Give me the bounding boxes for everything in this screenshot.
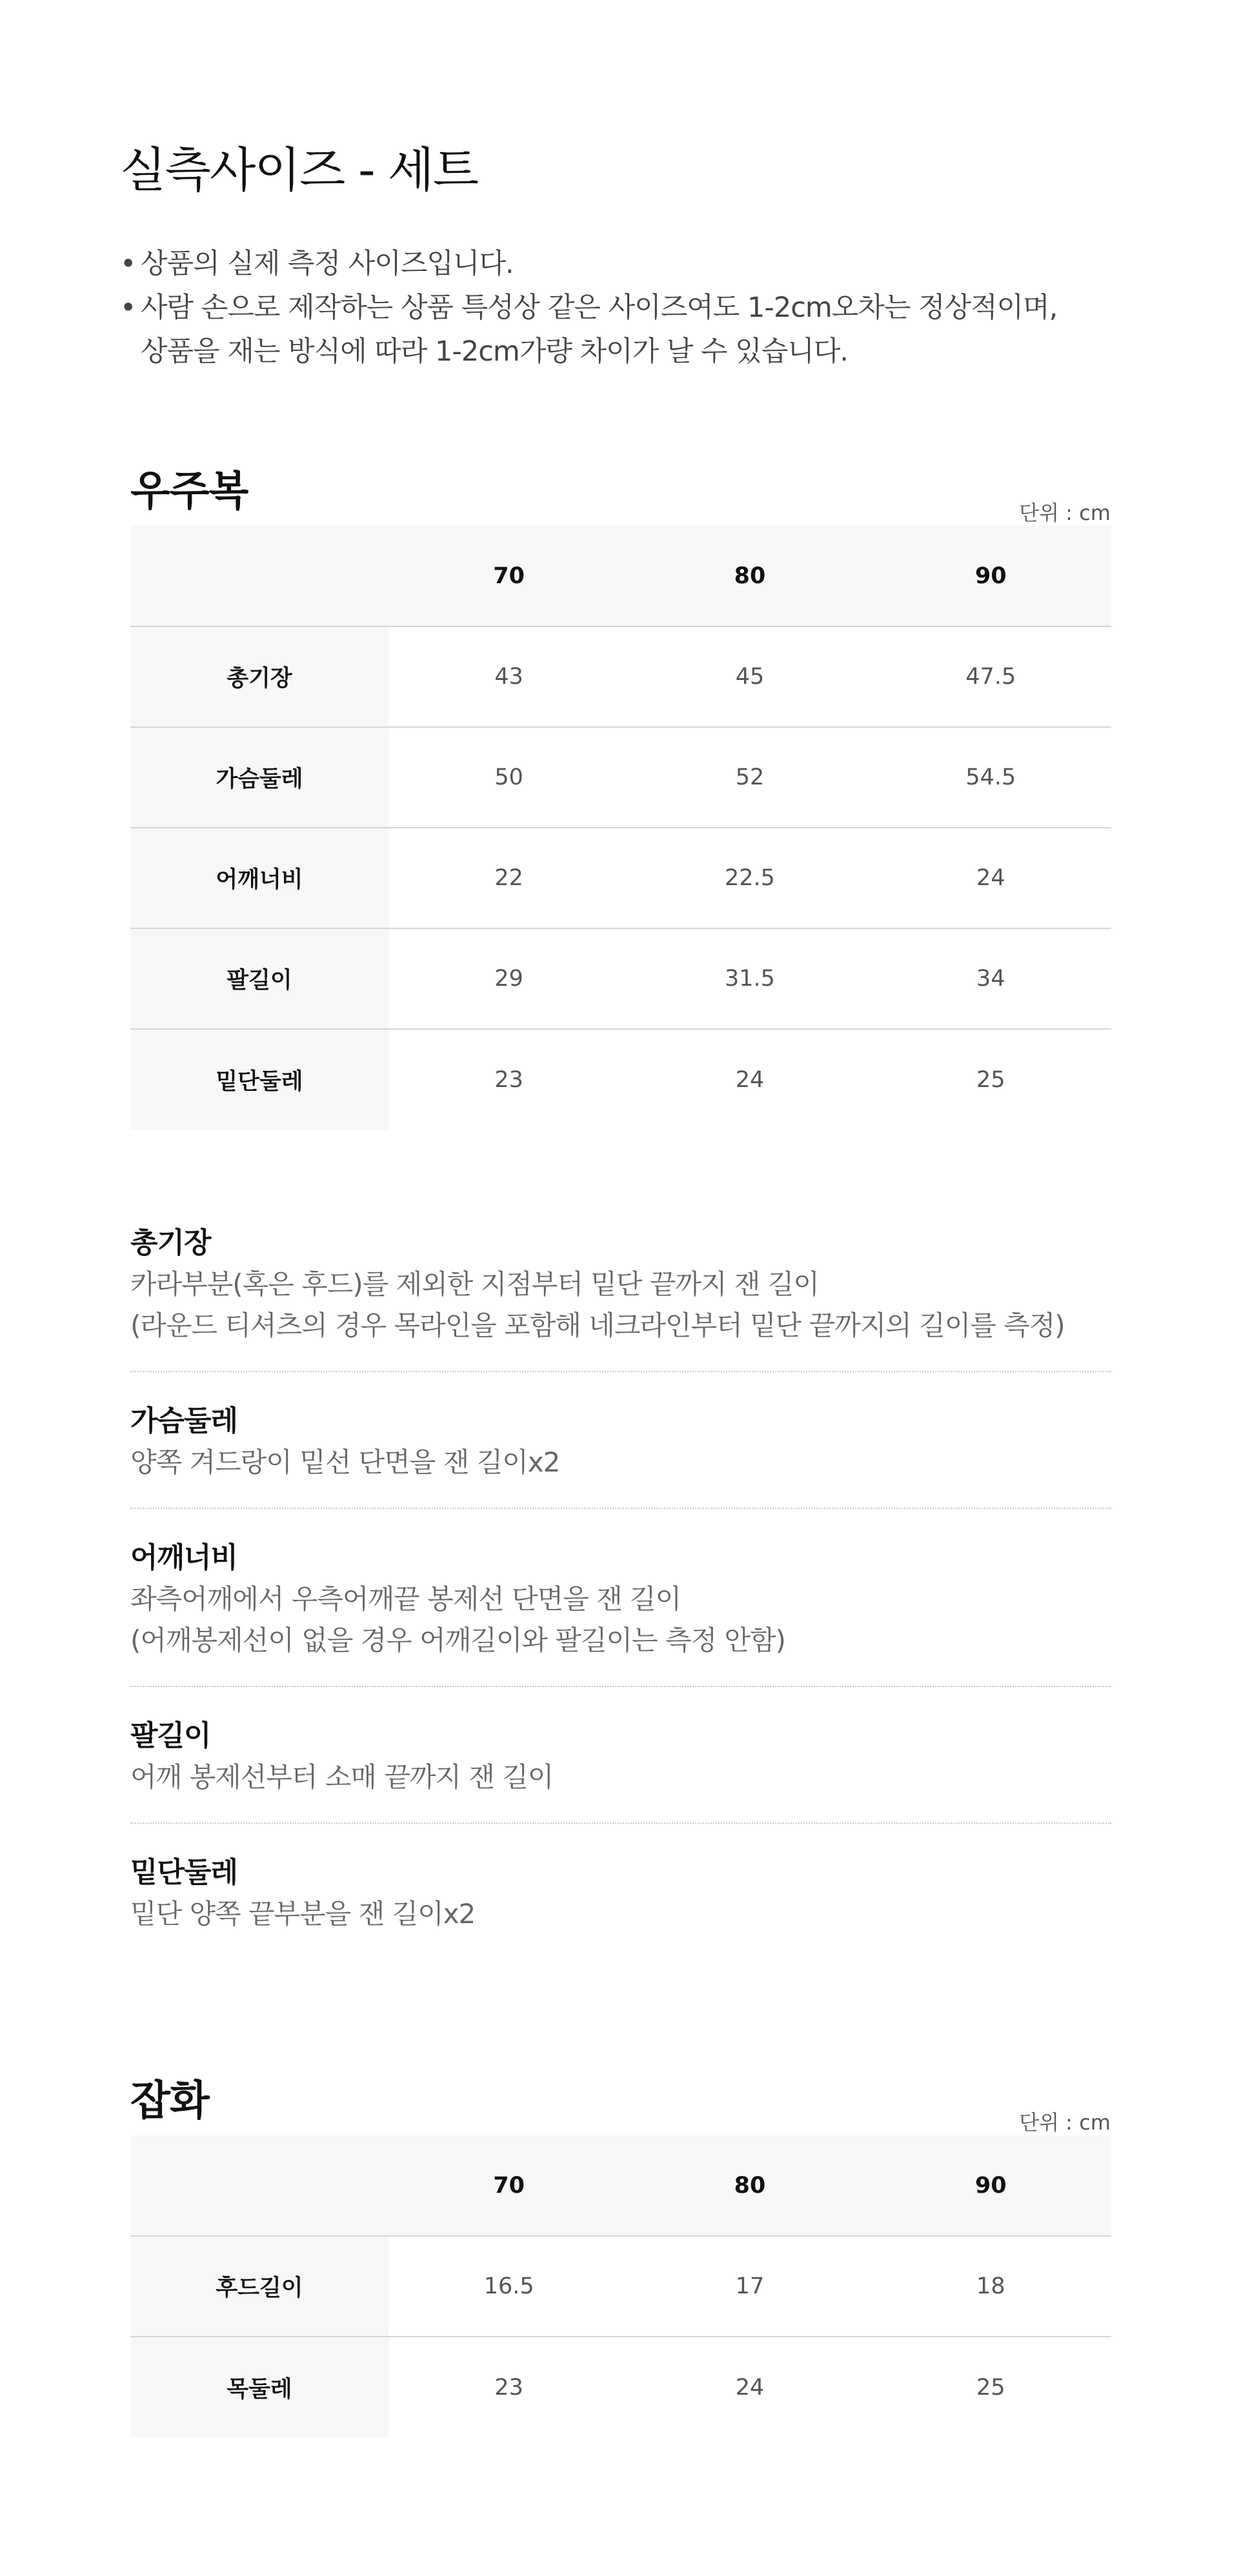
- measure-label: 가슴둘레: [130, 727, 388, 828]
- definition-term: 밑단둘레: [130, 1856, 238, 1889]
- measure-label: 밑단둘레: [130, 1029, 388, 1130]
- unit-label-bodysuit: 단위 : cm: [1019, 501, 1111, 525]
- definition-term: 가슴둘레: [130, 1404, 238, 1437]
- definition-text: 좌측어깨에서 우측어깨끝 봉제선 단면을 잰 길이: [130, 1583, 681, 1615]
- definition-text: 밑단 양쪽 끝부분을 잰 길이x2: [130, 1898, 476, 1930]
- measurement-definitions: [130, 1223, 1111, 1988]
- definition-hem: [130, 1852, 1111, 1959]
- intro-note-1: [120, 242, 1057, 286]
- definition-text: 카라부분(혹은 후드)를 제외한 지점부터 밑단 끝까지 잰 길이: [130, 1268, 819, 1300]
- measure-value: 52: [735, 764, 765, 790]
- definition-text: (라운드 티셔츠의 경우 목라인을 포함해 네크라인부터 밑단 끝까지의 길이를 측정): [130, 1310, 1065, 1341]
- bullet-icon: •: [120, 248, 136, 280]
- measure-label: 어깨너비: [130, 828, 388, 928]
- table-corner-cell: [130, 2135, 388, 2236]
- intro-notes: [120, 242, 1057, 374]
- measure-value: 23: [494, 1066, 523, 1093]
- table-row: [130, 928, 1111, 1029]
- definition-shoulder: [130, 1537, 1111, 1687]
- measure-label: 팔길이: [130, 928, 388, 1029]
- measure-value: 50: [494, 764, 523, 790]
- measure-value: 16.5: [483, 2273, 534, 2299]
- measure-value: 43: [494, 664, 523, 690]
- measure-value: 45: [735, 664, 765, 690]
- table-row: [130, 2337, 1111, 2437]
- measure-value: 34: [976, 966, 1005, 992]
- table-row: [130, 1029, 1111, 1130]
- definition-chest: [130, 1401, 1111, 1509]
- table-header-row: [130, 526, 1111, 626]
- definition-text: (어깨봉제선이 없을 경우 어깨길이와 팔길이는 측정 안함): [130, 1624, 786, 1656]
- table-header-row: [130, 2135, 1111, 2236]
- section-title-accessories: 잡화: [130, 2077, 209, 2125]
- size-header: 70: [388, 526, 629, 626]
- measure-value: 22.5: [725, 865, 775, 891]
- table-row: [130, 727, 1111, 828]
- unit-label-accessories: 단위 : cm: [1019, 2110, 1111, 2135]
- measure-value: 54.5: [965, 764, 1016, 790]
- size-table-bodysuit: [130, 526, 1111, 1130]
- intro-note-2: [120, 286, 1057, 330]
- table-row: [130, 2236, 1111, 2337]
- measure-value: 24: [976, 865, 1005, 891]
- measure-value: 22: [494, 865, 523, 891]
- section-title-bodysuit: 우주복: [130, 468, 248, 515]
- measure-value: 24: [735, 1066, 765, 1093]
- measure-value: 18: [976, 2273, 1005, 2299]
- size-header: 90: [871, 526, 1111, 626]
- measure-value: 25: [976, 1066, 1005, 1093]
- page-title: 실측사이즈 - 세트: [120, 143, 478, 198]
- measure-value: 25: [976, 2374, 1005, 2401]
- size-header: 80: [629, 2135, 870, 2236]
- table-row: [130, 626, 1111, 727]
- definition-text: 양쪽 겨드랑이 밑선 단면을 잰 길이x2: [130, 1446, 560, 1478]
- definition-term: 팔길이: [130, 1719, 211, 1752]
- definition-term: 총기장: [130, 1226, 211, 1259]
- measure-value: 47.5: [965, 664, 1016, 690]
- definition-sleeve: [130, 1715, 1111, 1824]
- intro-note-text: 사람 손으로 제작하는 상품 특성상 같은 사이즈여도 1-2cm오차는 정상적이며,: [141, 292, 1058, 324]
- size-table-accessories: [130, 2135, 1111, 2437]
- definition-total-length: [130, 1223, 1111, 1372]
- intro-note-continuation: 상품을 재는 방식에 따라 1-2cm가량 차이가 날 수 있습니다.: [141, 335, 849, 368]
- measure-label: 총기장: [130, 626, 388, 727]
- intro-note-text: 상품의 실제 측정 사이즈입니다.: [141, 248, 514, 280]
- definition-text: 어깨 봉제선부터 소매 끝까지 잰 길이: [130, 1761, 554, 1793]
- definition-term: 어깨너비: [130, 1541, 238, 1574]
- measure-value: 17: [735, 2273, 765, 2299]
- measure-value: 23: [494, 2374, 523, 2401]
- bullet-icon: •: [120, 292, 136, 324]
- size-header: 70: [388, 2135, 629, 2236]
- measure-label: 목둘레: [130, 2337, 388, 2437]
- measure-value: 29: [494, 966, 523, 992]
- table-row: [130, 828, 1111, 928]
- table-corner-cell: [130, 526, 388, 626]
- measure-value: 24: [735, 2374, 765, 2401]
- measure-value: 31.5: [725, 966, 775, 992]
- size-header: 80: [629, 526, 870, 626]
- measure-label: 후드길이: [130, 2236, 388, 2337]
- size-header: 90: [871, 2135, 1111, 2236]
